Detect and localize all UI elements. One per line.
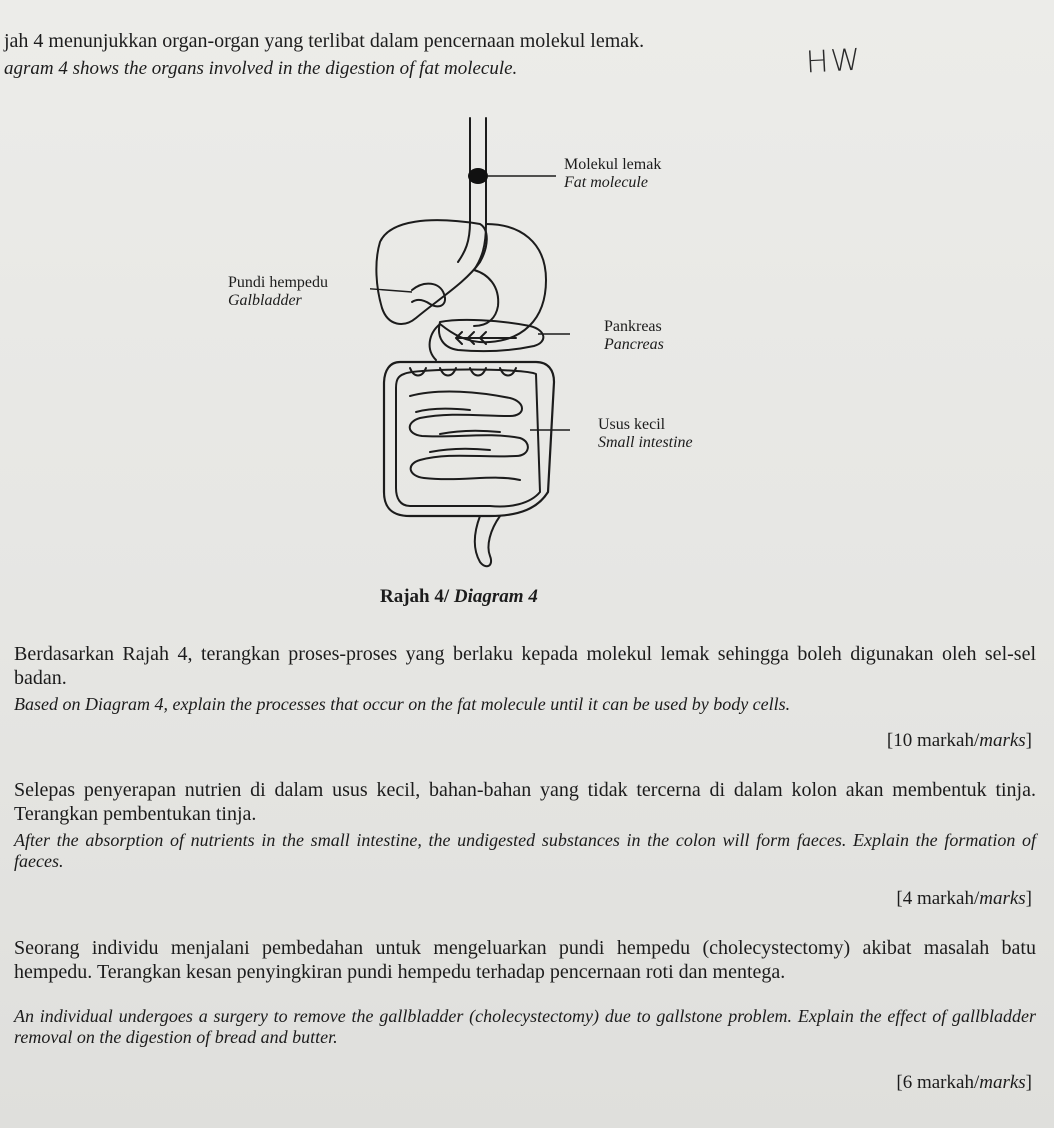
label-small-intestine [598,416,693,452]
label-gallbladder-bm: Pundi hempedu [228,274,328,291]
intro-text-bm: jah 4 menunjukkan organ-organ yang terlibat dalam pencernaan molekul lemak. [4,30,645,52]
intro-text-en: agram 4 shows the organs involved in the digestion of fat molecule. [4,58,518,79]
question-3-marks: [6 markah/marks] [896,1072,1032,1093]
label-gallbladder-en: Galbladder [228,292,302,309]
label-small-intestine-bm: Usus kecil [598,416,666,433]
question-2-marks: [4 markah/marks] [896,888,1032,909]
question-1-bm: Berdasarkan Rajah 4, terangkan proses-proses yang berlaku kepada molekul lemak sehingga boleh digunakan oleh sel-sel badan. [14,643,1036,689]
large-intestine-shape [384,362,554,516]
gallbladder-shape [412,284,445,307]
question-2-bm: Selepas penyerapan nutrien di dalam usus kecil, bahan-bahan yang tidak tercerna di dalam kolon akan membentuk tinja. Terangkan pembentukan tinja. [14,779,1036,825]
handwritten-note: HW [805,42,864,81]
label-small-intestine-en: Small intestine [598,434,693,451]
label-pancreas-bm: Pankreas [604,318,662,335]
fat-molecule-dot [468,168,488,184]
digestive-system-diagram [370,112,570,572]
oesophagus-shape [458,118,470,262]
small-intestine-shape [410,392,528,480]
question-3-en: An individual undergoes a surgery to remove the gallbladder (cholecystectomy) due to gallstone problem. Explain the effect of gallbladder removal on the digestion of bread and butter. [14,1006,1036,1047]
label-fat-molecule-bm: Molekul lemak [564,156,662,173]
diagram-caption-en: Diagram 4 [453,586,538,607]
question-2-en: After the absorption of nutrients in the small intestine, the undigested substances in the colon will form faeces. Explain the formation of faeces. [14,830,1036,871]
question-1-marks: [10 markah/marks] [886,730,1032,751]
label-pancreas-en: Pancreas [604,336,664,353]
diagram-caption-bm: Rajah 4/ [380,586,450,607]
diagram-caption [380,586,538,608]
label-fat-molecule-en: Fat molecule [564,174,648,191]
label-fat-molecule [564,156,661,192]
liver-shape [376,220,486,324]
question-1-en: Based on Diagram 4, explain the processes that occur on the fat molecule until it can be used by body cells. [14,694,791,714]
question-3-bm: Seorang individu menjalani pembedahan untuk mengeluarkan pundi hempedu (cholecystectomy) akibat masalah batu hempedu. Terangkan kesan penyingkiran pundi hempedu terhadap pencernaan roti dan mentega. [14,937,1036,983]
pancreas-shape [439,320,543,351]
label-pancreas [604,318,664,354]
label-gallbladder [228,274,328,310]
rectum-shape [475,516,500,566]
